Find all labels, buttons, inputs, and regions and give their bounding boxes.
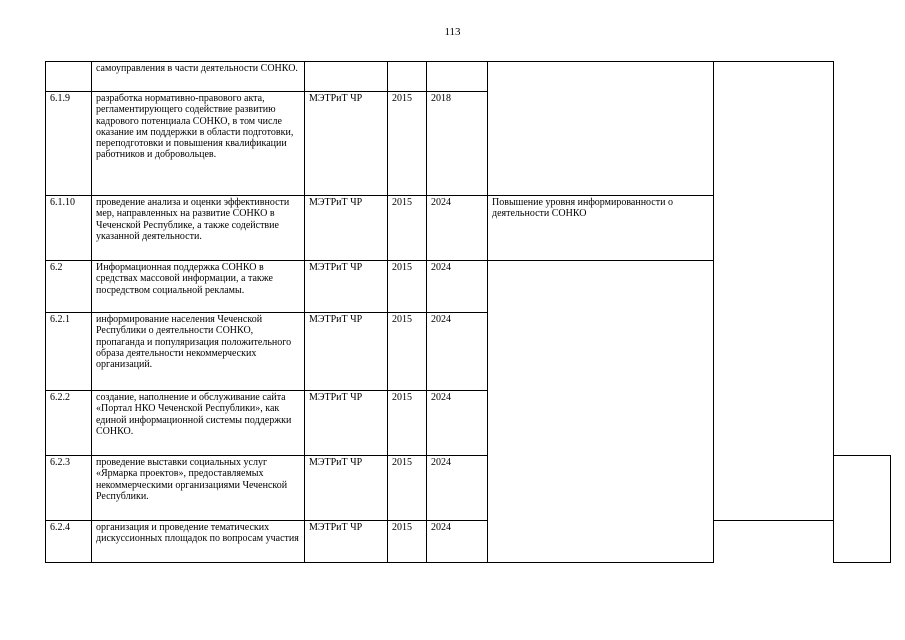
- cell-executor: МЭТРиТ ЧР: [305, 391, 388, 456]
- cell-executor: МЭТРиТ ЧР: [305, 196, 388, 261]
- cell-result-empty: [488, 261, 714, 563]
- cell-year-start: 2015: [388, 521, 427, 563]
- cell-year-end: 2024: [427, 456, 488, 521]
- cell-year-end: 2024: [427, 313, 488, 391]
- cell-num: [46, 62, 92, 92]
- cell-year-end: 2018: [427, 92, 488, 196]
- cell-last-column: [834, 456, 891, 563]
- cell-result: Повышение уровня информированности о деятельности СОНКО: [488, 196, 714, 261]
- cell-executor: МЭТРиТ ЧР: [305, 313, 388, 391]
- cell-activity: создание, наполнение и обслуживание сайта «Портал НКО Чеченской Республики», как единой информационной системы поддержки СОНКО.: [92, 391, 305, 456]
- cell-activity: разработка нормативно-правового акта, регламентирующего содействие развитию кадрового потенциала СОНКО, в том числе оказание им поддержки в области подготовки, переподготовки и повышения квалификации работников и добровольцев.: [92, 92, 305, 196]
- cell-executor: [305, 62, 388, 92]
- cell-num: 6.1.10: [46, 196, 92, 261]
- cell-activity: проведение анализа и оценки эффективности мер, направленных на развитие СОНКО в Чеченской Республике, а также содействие указанной деятельности.: [92, 196, 305, 261]
- page-number: 113: [444, 26, 461, 38]
- cell-executor: МЭТРиТ ЧР: [305, 456, 388, 521]
- cell-num: 6.2.1: [46, 313, 92, 391]
- cell-year-start: [388, 62, 427, 92]
- cell-num: 6.2.3: [46, 456, 92, 521]
- cell-num: 6.2.2: [46, 391, 92, 456]
- cell-year-start: 2015: [388, 196, 427, 261]
- table-row: [46, 521, 891, 563]
- cell-year-start: 2015: [388, 261, 427, 313]
- cell-year-end: 2024: [427, 391, 488, 456]
- cell-year-start: 2015: [388, 92, 427, 196]
- cell-executor: МЭТРиТ ЧР: [305, 92, 388, 196]
- cell-num: 6.2.4: [46, 521, 92, 563]
- program-activities-table: [45, 61, 891, 563]
- cell-year-start: 2015: [388, 456, 427, 521]
- cell-activity: самоуправления в части деятельности СОНКО.: [92, 62, 305, 92]
- cell-activity: Информационная поддержка СОНКО в средствах массовой информации, а также посредством социальной рекламы.: [92, 261, 305, 313]
- cell-executor: МЭТРиТ ЧР: [305, 261, 388, 313]
- cell-last-column: [714, 62, 834, 521]
- cell-year-end: [427, 62, 488, 92]
- cell-num: 6.2: [46, 261, 92, 313]
- cell-activity: организация и проведение тематических дискуссионных площадок по вопросам участия: [92, 521, 305, 563]
- cell-executor: МЭТРиТ ЧР: [305, 521, 388, 563]
- cell-year-end: 2024: [427, 521, 488, 563]
- cell-activity: проведение выставки социальных услуг «Ярмарка проектов», предоставляемых некоммерческими организациями Чеченской Республики.: [92, 456, 305, 521]
- cell-num: 6.1.9: [46, 92, 92, 196]
- cell-activity: информирование населения Чеченской Республики о деятельности СОНКО, пропаганда и популяризация положительного образа деятельности некоммерческих организаций.: [92, 313, 305, 391]
- table-row-continuation: [46, 62, 891, 92]
- cell-year-start: 2015: [388, 391, 427, 456]
- cell-year-end: 2024: [427, 196, 488, 261]
- cell-result-empty: [488, 62, 714, 196]
- cell-year-start: 2015: [388, 313, 427, 391]
- cell-year-end: 2024: [427, 261, 488, 313]
